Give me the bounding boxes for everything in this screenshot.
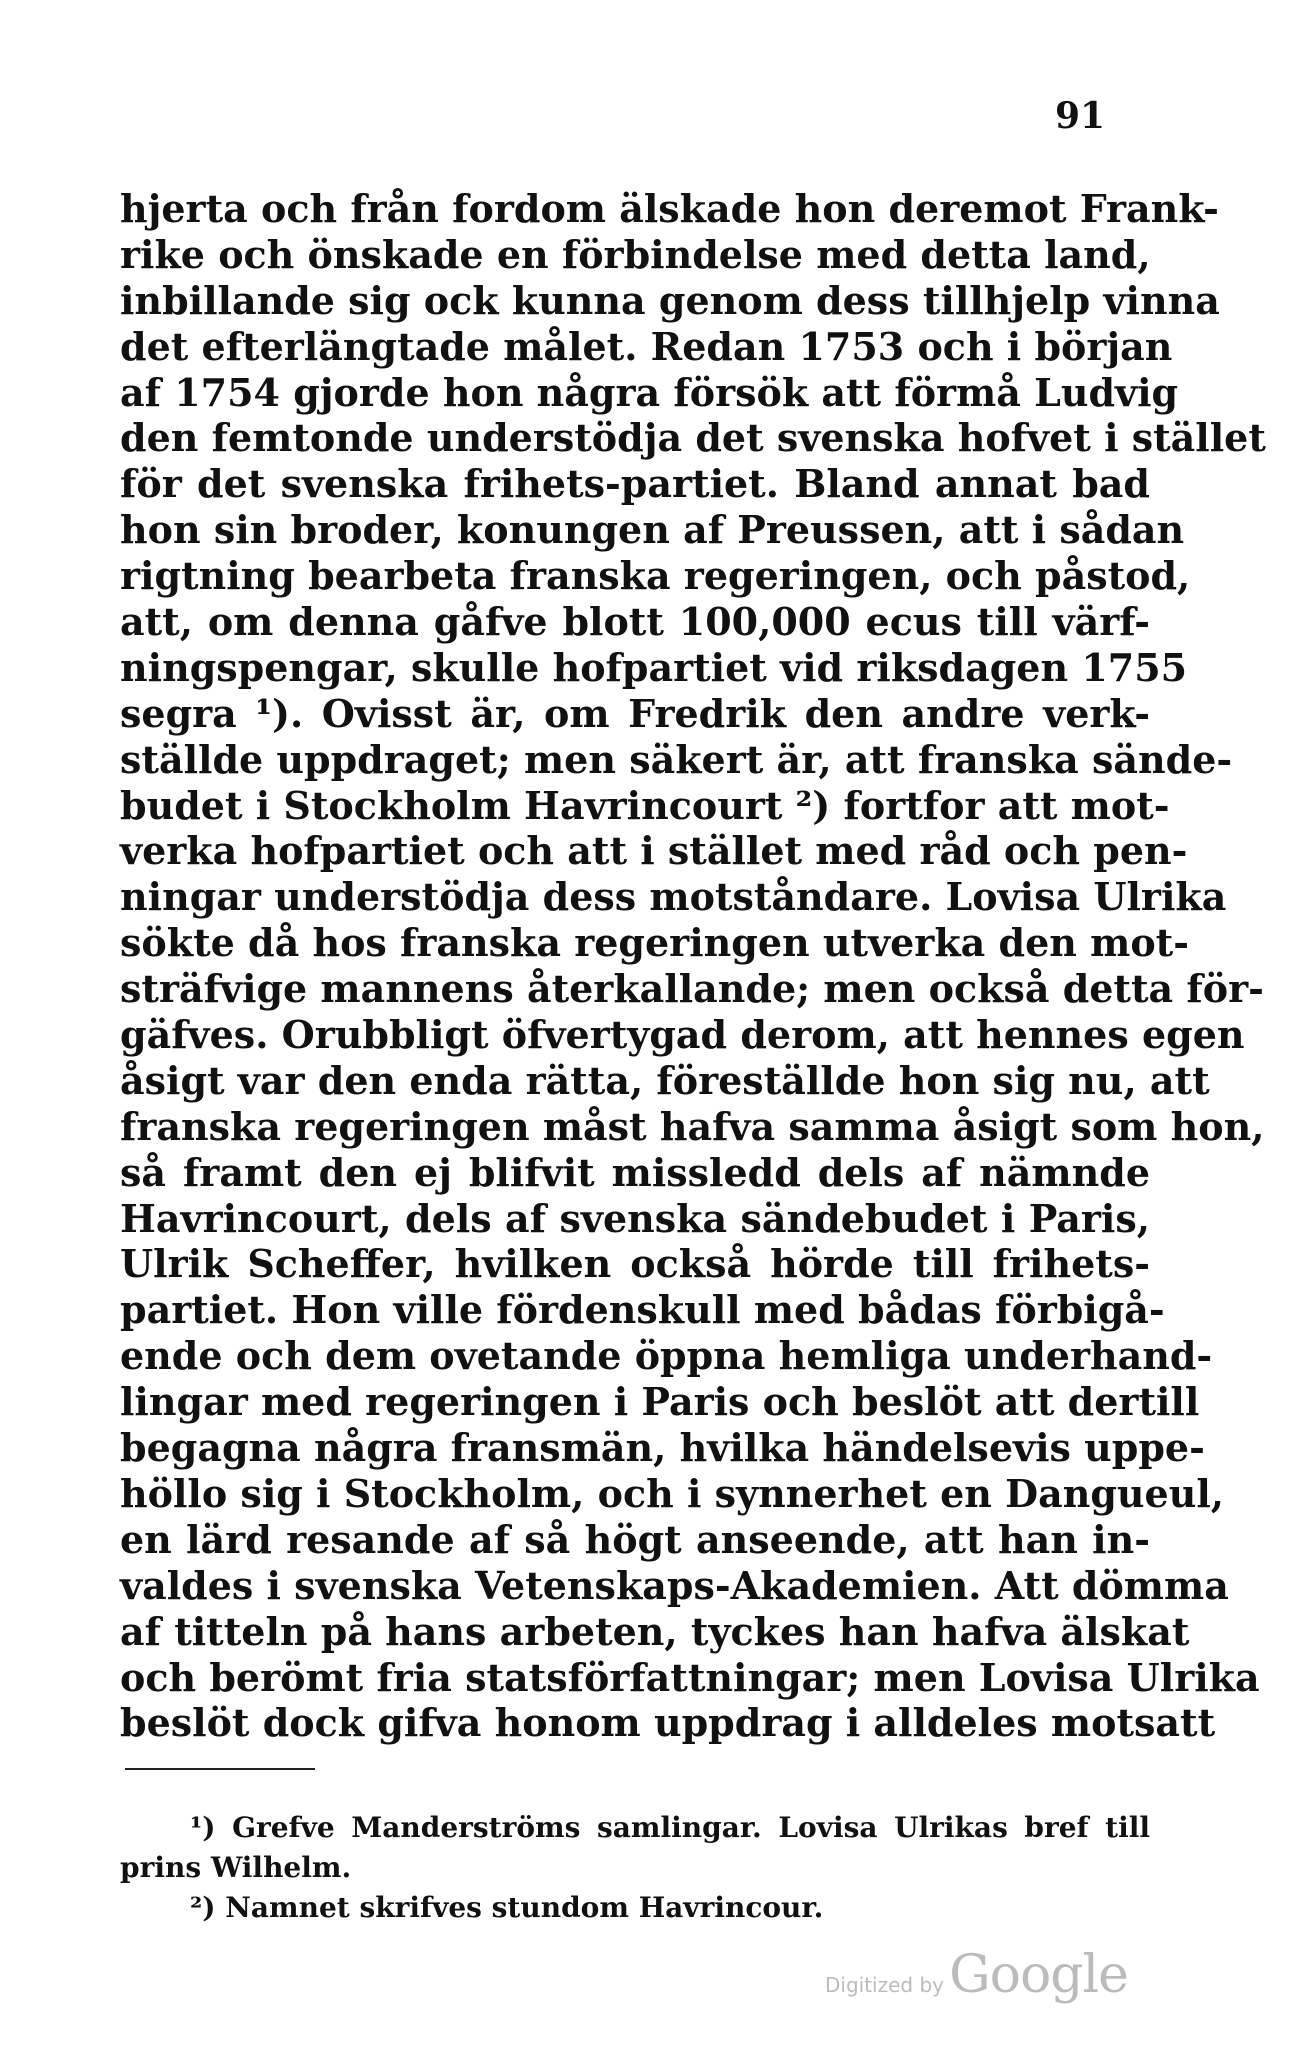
text-line: af 1754 gjorde hon några försök att förmå Ludvig xyxy=(120,369,1179,415)
text-line: gäfves. Orubbligt öfvertygad derom, att hennes egen xyxy=(120,1012,1245,1058)
text-line: Havrincourt, dels af svenska sändebudet i Paris, xyxy=(120,1195,1150,1241)
text-line: inbillande sig ock kunna genom dess tillhjelp vinna xyxy=(120,277,1220,323)
text-line: beslöt dock gifva honom uppdrag i alldeles motsatt xyxy=(120,1700,1216,1746)
page-number: 91 xyxy=(1055,95,1106,137)
text-line: och berömt fria statsförfattningar; men Lovisa Ulrika xyxy=(120,1654,1260,1700)
watermark-prefix: Digitized by xyxy=(825,1973,944,1997)
text-line: rigtning bearbeta franska regeringen, och påstod, xyxy=(120,553,1191,599)
footnotes xyxy=(120,1808,1150,1928)
text-line: den femtonde understödja det svenska hofvet i stället xyxy=(120,415,1266,461)
text-line: partiet. Hon ville fördenskull med bådas förbigå- xyxy=(120,1287,1165,1333)
text-line: hon sin broder, konungen af Preussen, att i sådan xyxy=(120,507,1185,553)
text-line: af titteln på hans arbeten, tyckes han hafva älskat xyxy=(120,1608,1190,1654)
footnote-1-line-2: prins Wilhelm. xyxy=(120,1851,352,1884)
text-line: för det svenska frihets-partiet. Bland annat bad xyxy=(120,461,1150,507)
text-line: sträfvige mannens återkallande; men också detta för- xyxy=(120,966,1264,1012)
text-line: ende och dem ovetande öppna hemliga underhand- xyxy=(120,1333,1213,1379)
text-line: ställde uppdraget; men säkert är, att franska sände- xyxy=(120,736,1233,782)
text-line: det efterlängtade målet. Redan 1753 och i början xyxy=(120,323,1173,369)
text-line: åsigt var den enda rätta, föreställde hon sig nu, att xyxy=(120,1057,1210,1103)
text-line: en lärd resande af så högt anseende, att han in- xyxy=(120,1516,1150,1562)
footnote-2: ²) Namnet skrifves stundom Havrincour. xyxy=(190,1891,824,1924)
text-line: lingar med regeringen i Paris och beslöt att dertill xyxy=(120,1379,1200,1425)
watermark-brand: Google xyxy=(949,1945,1128,2005)
body-text xyxy=(120,186,1266,1746)
text-line: franska regeringen måst hafva samma åsigt som hon, xyxy=(120,1103,1265,1149)
text-line: ningspengar, skulle hofpartiet vid riksdagen 1755 xyxy=(120,644,1188,690)
text-line: höllo sig i Stockholm, och i synnerhet en Dangueul, xyxy=(120,1470,1225,1516)
text-line: så framt den ej blifvit missledd dels af nämnde xyxy=(120,1149,1150,1195)
text-line: sökte då hos franska regeringen utverka den mot- xyxy=(120,920,1189,966)
text-line: valdes i svenska Vetenskaps-Akademien. Att dömma xyxy=(120,1562,1229,1608)
text-line: att, om denna gåfve blott 100,000 ecus till värf- xyxy=(120,599,1150,645)
text-line: hjerta och från fordom älskade hon deremot Frank- xyxy=(120,186,1219,231)
text-line: rike och önskade en förbindelse med detta land, xyxy=(120,231,1151,277)
text-line: ningar understödja dess motståndare. Lovisa Ulrika xyxy=(120,874,1227,920)
footnote-divider xyxy=(125,1768,315,1770)
text-line: begagna några fransmän, hvilka händelsevis uppe- xyxy=(120,1425,1205,1471)
text-line: budet i Stockholm Havrincourt ²) fortfor att mot- xyxy=(120,782,1170,828)
digitized-watermark xyxy=(825,1945,1128,2005)
text-line: segra ¹). Ovisst är, om Fredrik den andre verk- xyxy=(120,690,1150,736)
footnote-1-line-1: ¹) Grefve Manderströms samlingar. Lovisa Ulrikas bref till xyxy=(190,1811,1150,1844)
text-line: Ulrik Scheffer, hvilken också hörde till frihets- xyxy=(120,1241,1150,1287)
text-line: verka hofpartiet och att i stället med råd och pen- xyxy=(120,828,1188,874)
